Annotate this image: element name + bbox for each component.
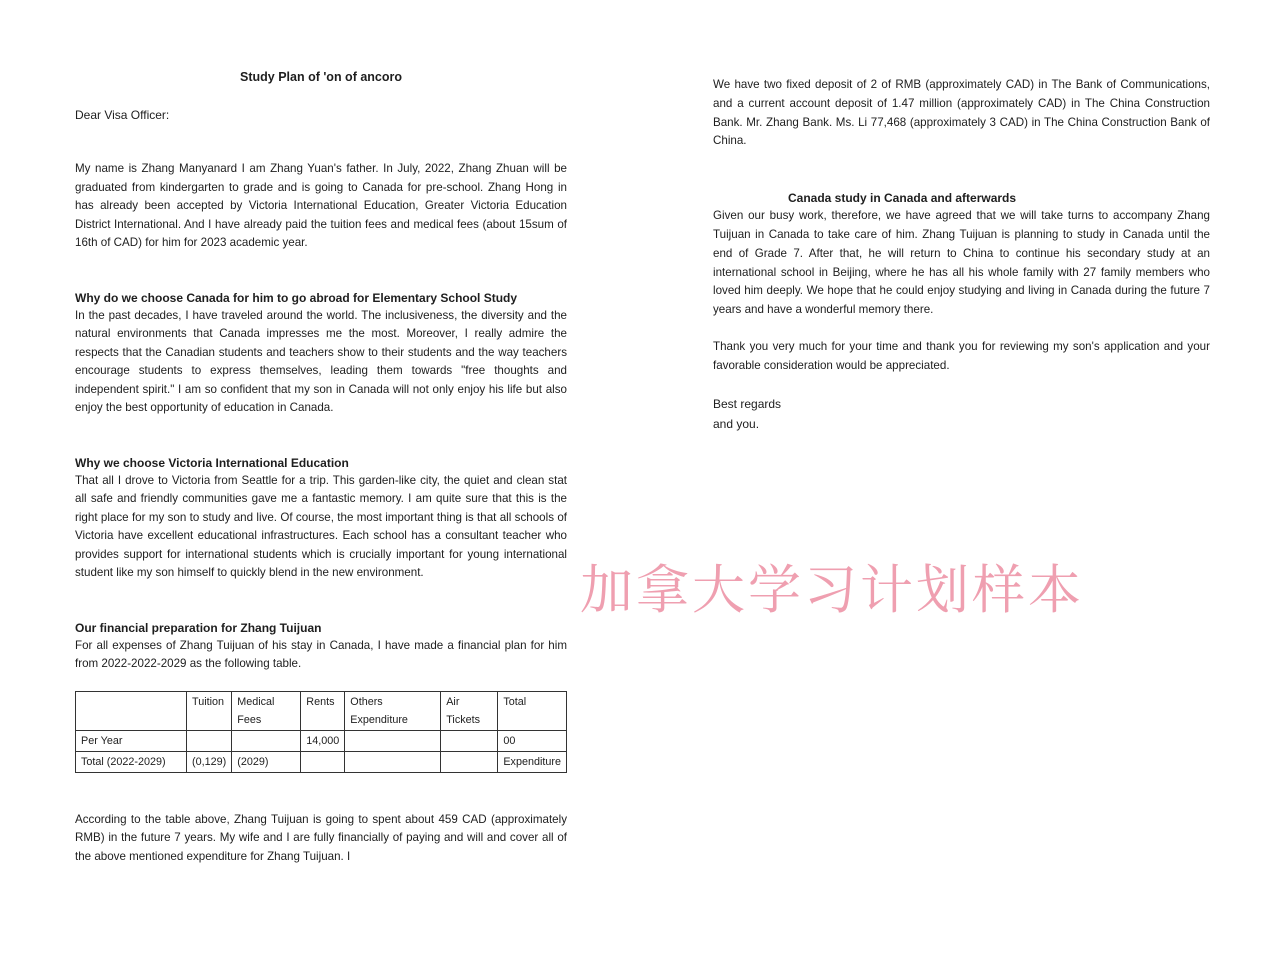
why-victoria-heading: Why we choose Victoria International Education: [75, 455, 349, 470]
financial-paragraph: For all expenses of Zhang Tuijuan of his stay in Canada, I have made a financial plan for him from 2022-2022-2029 as the following table.: [75, 638, 567, 670]
table-header-cell: Tuition: [187, 691, 232, 730]
document-title: Study Plan of 'on of ancoro: [240, 70, 402, 84]
why-canada-heading: Why do we choose Canada for him to go abroad for Elementary School Study: [75, 290, 518, 305]
table-header-cell: Medical Fees: [232, 691, 301, 730]
table-row: [76, 751, 567, 772]
table-header-row: [76, 691, 567, 730]
table-cell: [301, 751, 345, 772]
why-victoria-section: [75, 454, 567, 583]
table-cell: [441, 751, 498, 772]
table-header-cell: Rents: [301, 691, 345, 730]
sample-watermark: 加拿大学习计划样本: [580, 560, 1084, 621]
table-header-cell: Air Tickets: [441, 691, 498, 730]
signoff-line-2: and you.: [713, 416, 760, 431]
table-cell: 00: [498, 730, 567, 751]
table-cell: (2029): [232, 751, 301, 772]
study-plan-page-left: [75, 70, 567, 866]
table-cell: [232, 730, 301, 751]
financial-heading: Our financial preparation for Zhang Tuijuan: [75, 620, 322, 635]
closing-paragraph: According to the table above, Zhang Tuijuan is going to spent about 459 CAD (approximately RMB) in the future 7 years. My wife and I are fully financially of paying and will and cover all of the above mentioned expenditure for Zhang Tuijuan. I: [75, 812, 567, 863]
greeting: Dear Visa Officer:: [75, 108, 170, 122]
table-cell: Expenditure: [498, 751, 567, 772]
why-canada-section: [75, 289, 567, 418]
study-plan-page-right: [713, 76, 1210, 434]
thanks-paragraph: Thank you very much for your time and thank you for reviewing my son's application and your favorable consideration would be appreciated.: [713, 339, 1210, 372]
signoff: [713, 394, 1210, 434]
plans-paragraph: Given our busy work, therefore, we have agreed that we will take turns to accompany Zhang Tuijuan in Canada to take care of him. Zhang Tuijuan is planning to study in Canada until the end of Grade 7. After that, he will return to China to continue his secondary study at an international school in Beijing, where he has all his whole family with 27 family members who loved him deeply. We hope that he could enjoy studying and living in Canada during the future 7 years and have a wonderful memory there.: [713, 209, 1210, 317]
table-header-cell: [76, 691, 187, 730]
signoff-line: Best regards: [713, 396, 782, 411]
intro-section: [75, 160, 567, 253]
why-victoria-paragraph: That all I drove to Victoria from Seattle for a trip. This garden-like city, the quiet and clean stat all safe and friendly communities gave me a fantastic memory. I am quite sure that this is the right place for my son to study and live. Of course, the most important thing is that all schools of Victoria have excellent educational infrastructures. Each school has a consultant teacher who provides support for international students which is crucially important for young international student like my son himself to quickly blend in the new environment.: [75, 473, 567, 579]
table-cell: (0,129): [187, 751, 232, 772]
deposit-paragraph: We have two fixed deposit of 2 of RMB (approximately CAD) in The Bank of Communications, and a current account deposit of 1.47 million (approximately CAD) in The China Construction Bank. Mr. Zhang Bank. Ms. Li 77,468 (approximately 3 CAD) in The China Construction Bank of China.: [713, 78, 1210, 148]
table-cell: [345, 751, 441, 772]
table-cell: [187, 730, 232, 751]
intro-paragraph: My name is Zhang Manyanard I am Zhang Yuan's father. In July, 2022, Zhang Zhuan will be graduated from kindergarten to grade and is going to Canada for pre-school. Zhang Hong in has already been accepted by Victoria International Education, Greater Victoria Education District International. And I have already paid the tuition fees and medical fees (about 15sum of 16th of CAD) for him for 2023 academic year.: [75, 162, 567, 249]
table-cell: [441, 730, 498, 751]
table-header-cell: Others Expenditure: [345, 691, 441, 730]
plans-heading: Canada study in Canada and afterwards: [788, 191, 1017, 206]
table-cell: Total (2022-2029): [76, 751, 187, 772]
financial-plan-table: [75, 691, 567, 773]
table-row: [76, 730, 567, 751]
why-canada-paragraph: In the past decades, I have traveled around the world. The inclusiveness, the diversity and the natural environments that Canada impresses me the most. Moreover, I really admire the respects that the Canadian students and teachers show to their students and the way teachers encourage students to express themselves, leading them towards "free thoughts and independent spirit." I am so confident that my son in Canada will not only enjoy his life but also enjoy the best opportunity of education in Canada.: [75, 308, 567, 414]
table-cell: Per Year: [76, 730, 187, 751]
table-header-cell: Total: [498, 691, 567, 730]
table-cell: 14,000: [301, 730, 345, 751]
table-cell: [345, 730, 441, 751]
financial-section: [75, 619, 567, 867]
